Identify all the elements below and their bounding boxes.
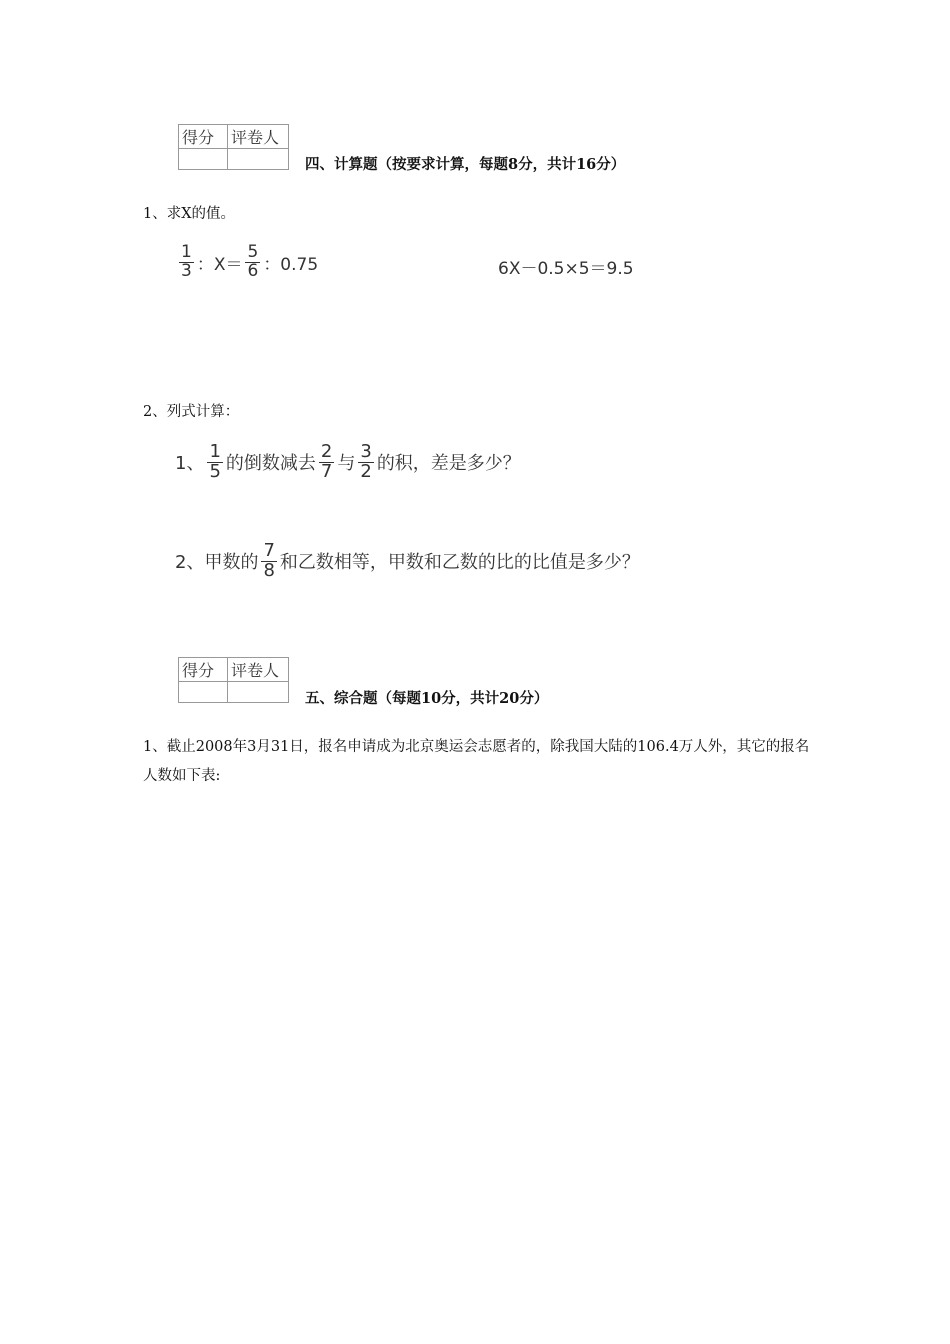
section4-title: 四、计算题（按要求计算，每题8分，共计16分） bbox=[305, 156, 626, 173]
sub-question-1: 1、 $\frac{1}{5}$ 的倒数减去 $\frac{2}{7}$ 与 $\frac{3}{2}$ 的积，差是多少？ bbox=[175, 441, 521, 482]
fraction: $\frac{1}{5}$ bbox=[209, 441, 221, 482]
fraction: $\frac{2}{7}$ bbox=[320, 441, 333, 482]
score-cell bbox=[179, 149, 228, 170]
fraction: $\frac{1}{3}$ bbox=[181, 242, 192, 281]
score-table-section5 bbox=[178, 657, 289, 703]
equation-1 bbox=[176, 244, 318, 281]
score-header: 得分 bbox=[179, 125, 228, 149]
section4-q1-label: 1、求X的值。 bbox=[143, 206, 236, 222]
grader-cell bbox=[228, 682, 289, 703]
sub-question-2: 2、甲数的 $\frac{7}{8}$ 和乙数相等，甲数和乙数的比的比值是多少？ bbox=[175, 540, 640, 581]
fraction: $\frac{5}{6}$ bbox=[247, 242, 259, 281]
grader-cell bbox=[228, 149, 289, 170]
fraction: $\frac{7}{8}$ bbox=[263, 540, 275, 581]
fraction: $\frac{3}{2}$ bbox=[360, 441, 372, 482]
equation-2: 6X－0.5×5＝9.5 bbox=[498, 259, 634, 279]
grader-header: 评卷人 bbox=[228, 658, 289, 682]
section4-q2-label: 2、列式计算： bbox=[143, 404, 240, 420]
equation-1-mid: ：X＝ bbox=[196, 254, 243, 275]
grader-header: 评卷人 bbox=[228, 125, 289, 149]
section5-title: 五、综合题（每题10分，共计20分） bbox=[305, 690, 549, 707]
score-cell bbox=[179, 682, 228, 703]
score-table-section4 bbox=[178, 124, 289, 170]
section5-q1-text: 1、截止2008年3月31日，报名申请成为北京奥运会志愿者的，除我国大陆的106.4万人外，其它的报名人数如下表: bbox=[143, 739, 810, 784]
score-header: 得分 bbox=[179, 658, 228, 682]
equation-1-tail: ：0.75 bbox=[263, 254, 319, 275]
